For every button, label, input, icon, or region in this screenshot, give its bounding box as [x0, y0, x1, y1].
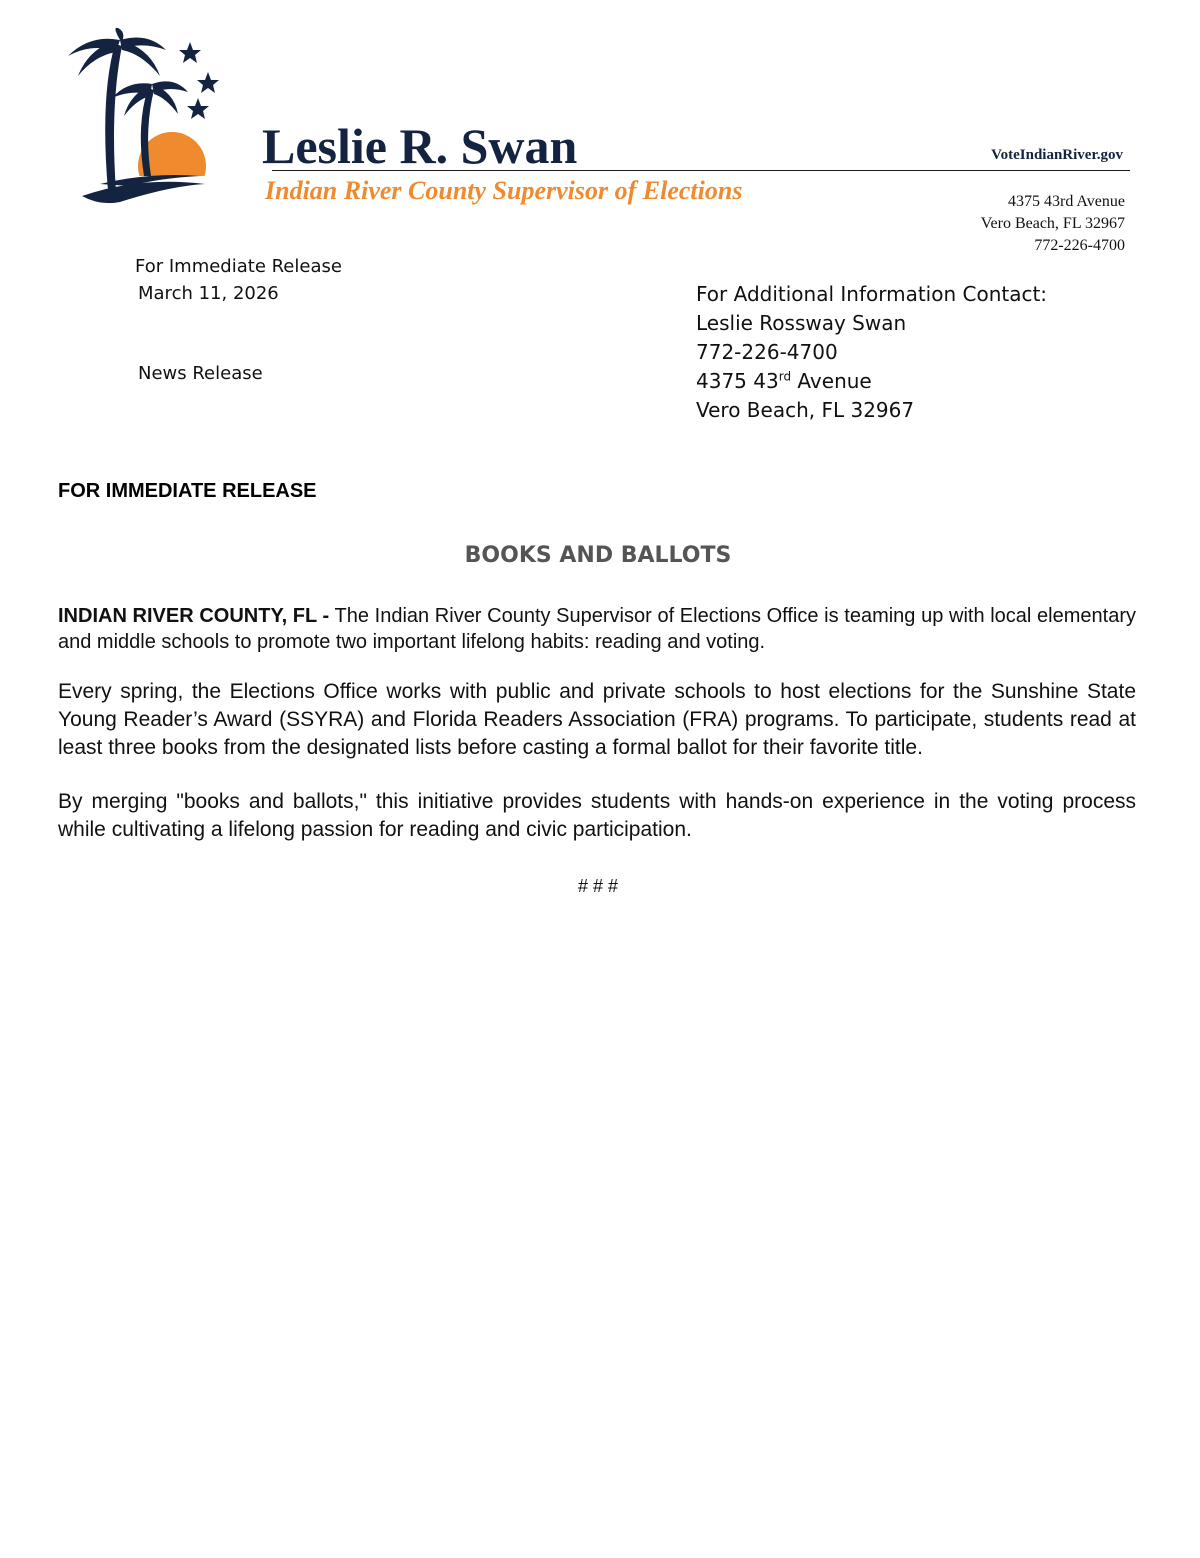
- release-date: March 11, 2026: [138, 283, 279, 304]
- website-link[interactable]: VoteIndianRiver.gov: [991, 147, 1123, 163]
- office-address: [981, 191, 1125, 257]
- office-phone: 772-226-4700: [1034, 237, 1125, 254]
- paragraph-intro: [58, 603, 1136, 655]
- star-icon: [197, 72, 219, 93]
- star-icon: [187, 98, 209, 119]
- contact-phone: 772-226-4700: [696, 340, 838, 364]
- dateline: INDIAN RIVER COUNTY, FL -: [58, 605, 330, 627]
- letterhead-subtitle: Indian River County Supervisor of Elections: [265, 176, 743, 205]
- contact-name: Leslie Rossway Swan: [696, 311, 907, 335]
- release-label: FOR IMMEDIATE RELEASE: [58, 480, 317, 502]
- headline: BOOKS AND BALLOTS: [464, 543, 732, 568]
- release-category: News Release: [138, 363, 263, 384]
- logo: [60, 26, 225, 208]
- contact-block: [696, 280, 1047, 425]
- contact-street: [696, 367, 1047, 396]
- paragraph-programs: Every spring, the Elections Office works with public and private schools to host elections for the Sunshine State Young Reader’s Award (SSYRA) and Florida Readers Association (FRA) programs. To participate, students read at least three books from the designated lists before casting a formal ballot for their favorite title.: [58, 680, 1136, 759]
- contact-heading: For Additional Information Contact:: [696, 282, 1048, 306]
- contact-street-number: 4375 43: [696, 369, 779, 393]
- end-marks: # # #: [577, 876, 619, 896]
- paragraph-intro-text: The Indian River County Supervisor of Elections Office is teaming up with local elementary and middle schools to promote two important lifelong habits: reading and voting.: [58, 605, 1136, 653]
- star-icon: [179, 42, 201, 63]
- letterhead-name: Leslie R. Swan: [262, 118, 578, 174]
- release-type: For Immediate Release: [135, 256, 342, 277]
- contact-city: Vero Beach, FL 32967: [696, 398, 915, 422]
- letterhead-divider: [272, 170, 1130, 171]
- office-address-city: Vero Beach, FL 32967: [980, 215, 1125, 232]
- paragraph-initiative: By merging "books and ballots," this initiative provides students with hands-on experience in the voting process while cultivating a lifelong passion for reading and civic participation.: [58, 790, 1136, 841]
- contact-street-suffix: rd: [778, 369, 792, 384]
- contact-street-rest: Avenue: [791, 369, 872, 393]
- office-address-street: 4375 43rd Avenue: [1007, 193, 1125, 210]
